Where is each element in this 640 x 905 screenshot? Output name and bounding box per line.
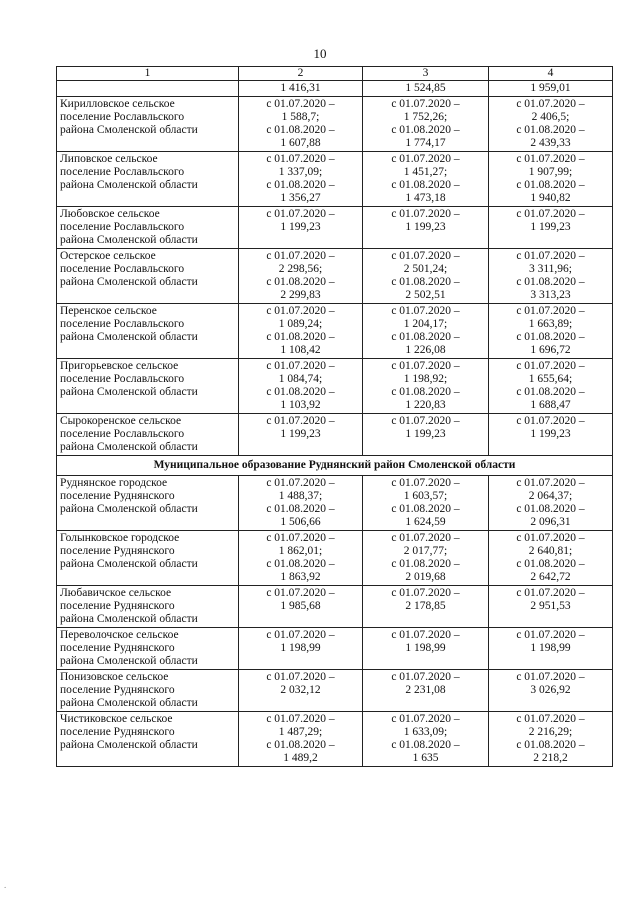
- tariff-cell-col2-line: с 01.08.2020 –: [266, 179, 335, 191]
- settlement-name-cell-line: района Смоленской области: [60, 276, 198, 288]
- tariff-cell-col3-line: с 01.07.2020 –: [391, 98, 460, 110]
- table-row: [57, 359, 613, 414]
- table-row: [57, 586, 613, 628]
- tariff-cell-col3-line: 1 635: [412, 752, 439, 764]
- table-row: [57, 712, 613, 767]
- settlement-name-cell-line: поселение Рославльского: [60, 318, 185, 330]
- tariff-cell-col2-line: с 01.07.2020 –: [266, 671, 335, 683]
- settlement-name-cell: [57, 207, 239, 249]
- settlement-name-cell-line: поселение Руднянского: [60, 726, 175, 738]
- tariff-cell-col3: [363, 359, 489, 414]
- tariff-cell-col2: [239, 670, 363, 712]
- settlement-name-cell-line: района Смоленской области: [60, 655, 198, 667]
- tariff-cell-col3: [363, 531, 489, 586]
- settlement-name-cell: [57, 670, 239, 712]
- tariff-cell-col2-line: 2 032,12: [280, 684, 321, 696]
- tariff-cell-col4-line: с 01.07.2020 –: [516, 98, 585, 110]
- tariff-cell-col2-line: 1 489,2: [283, 752, 318, 764]
- tariff-cell-col4: [489, 586, 613, 628]
- tariff-cell-col2-line: 1 607,88: [280, 137, 321, 149]
- settlement-name-cell-line: района Смоленской области: [60, 503, 198, 515]
- table-row: [57, 97, 613, 152]
- settlement-name-cell-line: поселение Руднянского: [60, 642, 175, 654]
- header-row: [57, 67, 613, 81]
- tariff-cell-col3: [363, 207, 489, 249]
- tariff-cell-col2-line: с 01.07.2020 –: [266, 713, 335, 725]
- tariff-cell-col2: [239, 712, 363, 767]
- tariff-cell-col3-line: 2 501,24;: [403, 263, 448, 275]
- tariff-cell-col4-line: 2 064,37;: [528, 490, 573, 502]
- tariff-cell-col2-line: 1 084,74;: [278, 373, 323, 385]
- settlement-name-cell-line: поселение Рославльского: [60, 166, 185, 178]
- settlement-name-cell-line: района Смоленской области: [60, 124, 198, 136]
- tariff-cell-col4-line: с 01.08.2020 –: [516, 558, 585, 570]
- scan-mark: .: [4, 880, 7, 890]
- settlement-name-cell-line: поселение Руднянского: [60, 600, 175, 612]
- tariff-cell-col2-line: с 01.07.2020 –: [266, 250, 335, 262]
- tariff-cell-col2: [239, 152, 363, 207]
- tariff-cell-col4-line: 1 199,23: [530, 428, 571, 440]
- tariff-cell-col3-line: 1 774,17: [405, 137, 446, 149]
- tariff-cell-col2-line: 1 488,37;: [278, 490, 323, 502]
- tariff-cell-col3-line: с 01.07.2020 –: [391, 153, 460, 165]
- tariff-cell-col2-line: 1 487,29;: [278, 726, 323, 738]
- settlement-name-cell-line: Руднянское городское: [60, 477, 168, 489]
- tariff-cell-col4-line: с 01.08.2020 –: [516, 331, 585, 343]
- tariff-cell-col4-line: с 01.08.2020 –: [516, 124, 585, 136]
- settlement-name-cell-line: поселение Рославльского: [60, 221, 185, 233]
- tariff-cell-col3-line: с 01.07.2020 –: [391, 587, 460, 599]
- tariff-cell-col3-line: с 01.07.2020 –: [391, 671, 460, 683]
- table-row: [57, 670, 613, 712]
- tariff-cell-col3-line: с 01.07.2020 –: [391, 360, 460, 372]
- tariff-cell-col3-line: 1 624,59: [405, 516, 446, 528]
- tariff-cell-col4-line: с 01.08.2020 –: [516, 739, 585, 751]
- tariff-cell-col2-line: с 01.07.2020 –: [266, 208, 335, 220]
- tariff-cell-col4-line: с 01.07.2020 –: [516, 153, 585, 165]
- settlement-name-cell: [57, 531, 239, 586]
- tariff-cell-col3-line: 1 226,08: [405, 344, 446, 356]
- tariff-cell-col2-line: 2 299,83: [280, 289, 321, 301]
- continuation-name-cell: [57, 81, 239, 97]
- settlement-name-cell-line: Перенское сельское: [60, 305, 157, 317]
- tariff-cell-col3-line: с 01.07.2020 –: [391, 305, 460, 317]
- tariff-cell-col3-line: 2 502,51: [405, 289, 446, 301]
- tariff-cell-col3-line: 1 473,18: [405, 192, 446, 204]
- tariff-cell-col3-line: с 01.07.2020 –: [391, 415, 460, 427]
- tariff-cell-col4: [489, 531, 613, 586]
- tariff-cell-col4: [489, 414, 613, 456]
- tariff-cell-col3: [363, 628, 489, 670]
- settlement-name-cell-line: Чистиковское сельское: [60, 713, 173, 725]
- tariff-cell-col3-line: 2 178,85: [405, 600, 446, 612]
- tariff-cell-col3-line: 2 017,77;: [403, 545, 448, 557]
- tariff-cell-col4-line: 1 198,99: [530, 642, 571, 654]
- tariff-cell-col4-line: 2 951,53: [530, 600, 571, 612]
- tariff-cell-col2-line: 1 985,68: [280, 600, 321, 612]
- tariff-cell-col2-line: 1 108,42: [280, 344, 321, 356]
- tariff-cell-col2-line: с 01.07.2020 –: [266, 587, 335, 599]
- tariff-cell-col2-line: 1 506,66: [280, 516, 321, 528]
- settlement-name-cell-line: поселение Руднянского: [60, 490, 175, 502]
- tariff-cell-col4-line: с 01.08.2020 –: [516, 386, 585, 398]
- tariff-cell-col3-line: 1 603,57;: [403, 490, 448, 502]
- tariff-cell-col4-line: 3 311,96;: [528, 263, 573, 275]
- tariff-cell-col4-line: с 01.07.2020 –: [516, 671, 585, 683]
- tariff-cell-col2-line: с 01.07.2020 –: [266, 360, 335, 372]
- tariff-cell-col3-line: 1 198,92;: [403, 373, 448, 385]
- tariff-cell-col4-line: с 01.07.2020 –: [516, 587, 585, 599]
- tariff-cell-col3-line: с 01.07.2020 –: [391, 208, 460, 220]
- tariff-cell-col4: [489, 359, 613, 414]
- tariff-cell-col3: [363, 414, 489, 456]
- settlement-name-cell-line: поселение Руднянского: [60, 545, 175, 557]
- tariff-cell-col3-line: 1 451,27;: [403, 166, 448, 178]
- tariff-cell-col3: [363, 476, 489, 531]
- column-header: 3: [363, 67, 489, 81]
- tariff-cell-col2-line: 1 199,23: [280, 221, 321, 233]
- settlement-name-cell: [57, 712, 239, 767]
- tariff-cell-col2-line: 1 588,7;: [281, 111, 320, 123]
- tariff-cell-col2-line: с 01.08.2020 –: [266, 739, 335, 751]
- tariff-cell-col4: [489, 97, 613, 152]
- settlement-name-cell-line: района Смоленской области: [60, 234, 198, 246]
- tariff-cell-col4-line: 2 096,31: [530, 516, 571, 528]
- tariff-cell-col2: [239, 628, 363, 670]
- section-title: Муниципальное образование Руднянский район Смоленской области: [57, 456, 613, 476]
- tariff-cell-col2-line: с 01.07.2020 –: [266, 98, 335, 110]
- tariff-cell-col3-line: с 01.07.2020 –: [391, 629, 460, 641]
- column-header: 2: [239, 67, 363, 81]
- settlement-name-cell-line: Переволочское сельское: [60, 629, 179, 641]
- tariff-cell-col3: [363, 712, 489, 767]
- section-row: [57, 456, 613, 476]
- tariff-cell-col4-line: с 01.07.2020 –: [516, 713, 585, 725]
- tariff-cell-col3-line: с 01.07.2020 –: [391, 250, 460, 262]
- tariff-cell-col3: [363, 586, 489, 628]
- tariff-cell-col4: [489, 670, 613, 712]
- settlement-name-cell-line: Любовское сельское: [60, 208, 160, 220]
- settlement-name-cell-line: поселение Рославльского: [60, 373, 185, 385]
- settlement-name-cell: [57, 476, 239, 531]
- tariff-cell-col3-line: с 01.08.2020 –: [391, 739, 460, 751]
- tariff-cell-col4-line: с 01.07.2020 –: [516, 250, 585, 262]
- table-row: [57, 628, 613, 670]
- tariff-cell-col4: [489, 712, 613, 767]
- tariff-cell-col4-line: 2 439,33: [530, 137, 571, 149]
- tariff-cell-col4: [489, 152, 613, 207]
- settlement-name-cell: [57, 152, 239, 207]
- table-row: [57, 414, 613, 456]
- tariff-cell-col4-line: 2 216,29;: [528, 726, 573, 738]
- tariff-cell-col4-line: 1 940,82: [530, 192, 571, 204]
- tariff-cell-col2-line: с 01.08.2020 –: [266, 124, 335, 136]
- tariff-cell-col4-line: с 01.07.2020 –: [516, 629, 585, 641]
- tariff-cell-col2: [239, 586, 363, 628]
- tariff-cell-col4-line: с 01.08.2020 –: [516, 276, 585, 288]
- tariff-cell-col4-line: 2 406,5;: [531, 111, 570, 123]
- tariff-cell-col4-line: с 01.07.2020 –: [516, 208, 585, 220]
- tariff-cell-col2: [239, 359, 363, 414]
- continuation-value-cell: 1 524,85: [363, 81, 489, 97]
- settlement-name-cell-line: района Смоленской области: [60, 441, 198, 453]
- tariff-cell-col2-line: 1 199,23: [280, 428, 321, 440]
- settlement-name-cell: [57, 359, 239, 414]
- tariff-cell-col4-line: 1 696,72: [530, 344, 571, 356]
- tariff-cell-col2: [239, 531, 363, 586]
- tariff-cell-col2-line: 1 862,01;: [278, 545, 323, 557]
- tariff-cell-col4-line: с 01.08.2020 –: [516, 179, 585, 191]
- settlement-name-cell-line: Остерское сельское: [60, 250, 156, 262]
- tariff-cell-col4: [489, 304, 613, 359]
- tariff-cell-col4-line: 2 218,2: [533, 752, 568, 764]
- tariff-cell-col4-line: с 01.07.2020 –: [516, 477, 585, 489]
- tariff-cell-col3-line: 1 633,09;: [403, 726, 448, 738]
- tariff-cell-col3-line: 1 199,23: [405, 221, 446, 233]
- tariff-cell-col2: [239, 249, 363, 304]
- tariff-cell-col2: [239, 207, 363, 249]
- tariff-cell-col2-line: с 01.07.2020 –: [266, 532, 335, 544]
- tariff-cell-col2: [239, 304, 363, 359]
- tariff-cell-col3-line: с 01.07.2020 –: [391, 713, 460, 725]
- tariff-cell-col3-line: с 01.08.2020 –: [391, 558, 460, 570]
- settlement-name-cell-line: района Смоленской области: [60, 613, 198, 625]
- settlement-name-cell-line: района Смоленской области: [60, 331, 198, 343]
- tariff-cell-col3-line: с 01.08.2020 –: [391, 331, 460, 343]
- settlement-name-cell-line: района Смоленской области: [60, 386, 198, 398]
- settlement-name-cell: [57, 628, 239, 670]
- tariff-cell-col2-line: 1 198,99: [280, 642, 321, 654]
- tariff-cell-col4-line: 3 313,23: [530, 289, 571, 301]
- tariff-cell-col4-line: 1 907,99;: [528, 166, 573, 178]
- tariff-cell-col3-line: с 01.07.2020 –: [391, 532, 460, 544]
- table-row: [57, 304, 613, 359]
- column-header: 4: [489, 67, 613, 81]
- tariff-cell-col4-line: 2 640,81;: [528, 545, 573, 557]
- settlement-name-cell: [57, 249, 239, 304]
- settlement-name-cell-line: Любавичское сельское: [60, 587, 172, 599]
- tariff-cell-col3: [363, 304, 489, 359]
- tariff-cell-col2-line: с 01.08.2020 –: [266, 503, 335, 515]
- continuation-value-cell: 1 959,01: [489, 81, 613, 97]
- settlement-name-cell-line: района Смоленской области: [60, 179, 198, 191]
- tariff-cell-col2-line: 1 103,92: [280, 399, 321, 411]
- tariff-cell-col4-line: 1 688,47: [530, 399, 571, 411]
- tariff-cell-col2-line: с 01.07.2020 –: [266, 305, 335, 317]
- tariff-cell-col2-line: с 01.07.2020 –: [266, 153, 335, 165]
- tariff-cell-col3: [363, 152, 489, 207]
- tariff-cell-col3-line: 2 019,68: [405, 571, 446, 583]
- settlement-name-cell-line: района Смоленской области: [60, 697, 198, 709]
- tariff-cell-col4: [489, 249, 613, 304]
- tariff-cell-col4-line: 1 199,23: [530, 221, 571, 233]
- tariff-cell-col4-line: с 01.07.2020 –: [516, 305, 585, 317]
- tariff-cell-col3-line: 1 204,17;: [403, 318, 448, 330]
- tariff-cell-col4: [489, 628, 613, 670]
- settlement-name-cell: [57, 304, 239, 359]
- tariff-cell-col3-line: 1 220,83: [405, 399, 446, 411]
- tariff-cell-col4-line: 2 642,72: [530, 571, 571, 583]
- settlement-name-cell-line: Голынковское городское: [60, 532, 180, 544]
- tariff-cell-col2-line: с 01.07.2020 –: [266, 629, 335, 641]
- tariff-cell-col2-line: 1 356,27: [280, 192, 321, 204]
- tariff-cell-col2: [239, 97, 363, 152]
- table-row: [57, 476, 613, 531]
- settlement-name-cell-line: Липовское сельское: [60, 153, 158, 165]
- settlement-name-cell: [57, 586, 239, 628]
- settlement-name-cell-line: поселение Рославльского: [60, 111, 185, 123]
- table-row: [57, 531, 613, 586]
- tariff-cell-col4: [489, 476, 613, 531]
- settlement-name-cell-line: поселение Руднянского: [60, 684, 175, 696]
- tariff-cell-col3-line: с 01.08.2020 –: [391, 124, 460, 136]
- table-row: [57, 152, 613, 207]
- tariff-cell-col4-line: с 01.07.2020 –: [516, 532, 585, 544]
- tariff-cell-col2-line: с 01.08.2020 –: [266, 276, 335, 288]
- tariff-table: [56, 66, 613, 767]
- tariff-cell-col4-line: 3 026,92: [530, 684, 571, 696]
- column-header: 1: [57, 67, 239, 81]
- settlement-name-cell-line: поселение Рославльского: [60, 263, 185, 275]
- tariff-cell-col2-line: 1 863,92: [280, 571, 321, 583]
- tariff-cell-col2: [239, 476, 363, 531]
- tariff-cell-col2-line: с 01.08.2020 –: [266, 331, 335, 343]
- page-number: 10: [313, 46, 327, 61]
- tariff-cell-col3-line: с 01.08.2020 –: [391, 179, 460, 191]
- settlement-name-cell: [57, 97, 239, 152]
- tariff-cell-col3-line: с 01.08.2020 –: [391, 276, 460, 288]
- tariff-cell-col2-line: с 01.07.2020 –: [266, 415, 335, 427]
- settlement-name-cell-line: Сырокоренское сельское: [60, 415, 182, 427]
- settlement-name-cell: [57, 414, 239, 456]
- tariff-cell-col3-line: 1 199,23: [405, 428, 446, 440]
- tariff-cell-col2: [239, 414, 363, 456]
- tariff-cell-col3-line: с 01.08.2020 –: [391, 386, 460, 398]
- tariff-cell-col3: [363, 249, 489, 304]
- tariff-cell-col3-line: с 01.07.2020 –: [391, 477, 460, 489]
- table-row: [57, 249, 613, 304]
- tariff-cell-col4-line: 1 655,64;: [528, 373, 573, 385]
- continuation-row: [57, 81, 613, 97]
- tariff-cell-col4-line: с 01.08.2020 –: [516, 503, 585, 515]
- settlement-name-cell-line: Понизовское сельское: [60, 671, 169, 683]
- tariff-cell-col3: [363, 97, 489, 152]
- settlement-name-cell-line: Кирилловское сельское: [60, 98, 175, 110]
- tariff-cell-col3: [363, 670, 489, 712]
- tariff-cell-col2-line: с 01.08.2020 –: [266, 558, 335, 570]
- tariff-cell-col3-line: 2 231,08: [405, 684, 446, 696]
- continuation-value-cell: 1 416,31: [239, 81, 363, 97]
- settlement-name-cell-line: района Смоленской области: [60, 739, 198, 751]
- tariff-cell-col3-line: 1 198,99: [405, 642, 446, 654]
- tariff-cell-col2-line: 1 089,24;: [278, 318, 323, 330]
- tariff-cell-col4-line: 1 663,89;: [528, 318, 573, 330]
- tariff-cell-col3-line: 1 752,26;: [403, 111, 448, 123]
- settlement-name-cell-line: Пригорьевское сельское: [60, 360, 179, 372]
- tariff-cell-col4: [489, 207, 613, 249]
- tariff-cell-col2-line: 1 337,09;: [278, 166, 323, 178]
- tariff-cell-col4-line: с 01.07.2020 –: [516, 415, 585, 427]
- tariff-cell-col2-line: с 01.07.2020 –: [266, 477, 335, 489]
- tariff-cell-col3-line: с 01.08.2020 –: [391, 503, 460, 515]
- settlement-name-cell-line: района Смоленской области: [60, 558, 198, 570]
- settlement-name-cell-line: поселение Рославльского: [60, 428, 185, 440]
- tariff-cell-col4-line: с 01.07.2020 –: [516, 360, 585, 372]
- tariff-cell-col2-line: 2 298,56;: [278, 263, 323, 275]
- tariff-cell-col2-line: с 01.08.2020 –: [266, 386, 335, 398]
- table-row: [57, 207, 613, 249]
